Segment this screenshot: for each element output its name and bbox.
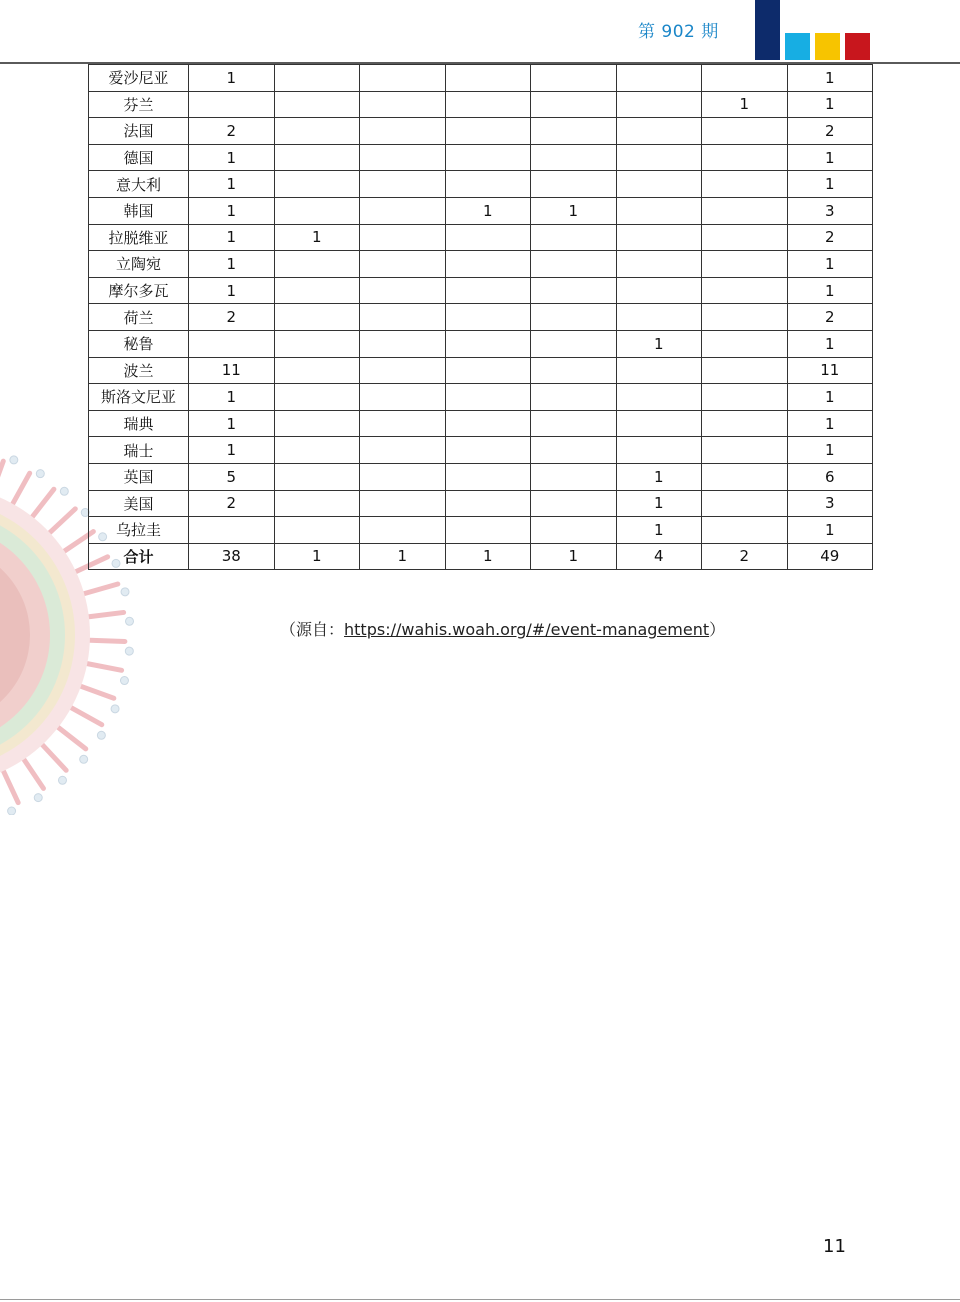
table-row (89, 171, 873, 198)
count-cell: 2 (787, 224, 873, 251)
count-cell (445, 224, 531, 251)
table-row (89, 144, 873, 171)
count-cell (274, 357, 360, 384)
count-cell: 3 (787, 490, 873, 517)
count-cell: 1 (787, 171, 873, 198)
count-cell: 2 (189, 118, 275, 145)
count-cell (274, 463, 360, 490)
count-cell: 1 (189, 65, 275, 92)
table-row (89, 437, 873, 464)
count-cell (189, 91, 275, 118)
count-cell (445, 517, 531, 544)
source-note (280, 617, 725, 640)
count-cell (274, 171, 360, 198)
country-cell: 法国 (89, 118, 189, 145)
outbreak-table (88, 64, 873, 570)
count-cell (274, 410, 360, 437)
count-cell (531, 304, 617, 331)
count-cell (360, 91, 446, 118)
count-cell (616, 197, 702, 224)
count-cell (360, 197, 446, 224)
count-cell (702, 410, 788, 437)
count-cell: 2 (189, 490, 275, 517)
count-cell: 1 (189, 224, 275, 251)
total-row (89, 543, 873, 570)
country-cell: 英国 (89, 463, 189, 490)
count-cell: 1 (189, 384, 275, 411)
source-link[interactable]: https://wahis.woah.org/#/event-management (344, 620, 710, 639)
count-cell (702, 517, 788, 544)
count-cell: 1 (787, 437, 873, 464)
country-cell: 韩国 (89, 197, 189, 224)
total-cell: 1 (531, 543, 617, 570)
count-cell: 1 (616, 330, 702, 357)
count-cell: 1 (787, 517, 873, 544)
footer-rule (0, 1299, 960, 1300)
table-row (89, 118, 873, 145)
count-cell (360, 517, 446, 544)
country-cell: 德国 (89, 144, 189, 171)
count-cell: 1 (274, 224, 360, 251)
count-cell (702, 224, 788, 251)
count-cell (274, 118, 360, 145)
country-cell: 爱沙尼亚 (89, 65, 189, 92)
table-row (89, 91, 873, 118)
total-cell: 49 (787, 543, 873, 570)
count-cell (274, 304, 360, 331)
table-row (89, 65, 873, 92)
count-cell (616, 144, 702, 171)
country-cell: 荷兰 (89, 304, 189, 331)
count-cell: 1 (189, 197, 275, 224)
count-cell: 1 (787, 384, 873, 411)
count-cell: 1 (787, 330, 873, 357)
count-cell (445, 384, 531, 411)
count-cell (702, 277, 788, 304)
count-cell (360, 118, 446, 145)
count-cell (445, 65, 531, 92)
count-cell (445, 463, 531, 490)
count-cell (274, 384, 360, 411)
count-cell (360, 437, 446, 464)
table-row (89, 490, 873, 517)
count-cell: 1 (189, 251, 275, 278)
count-cell: 5 (189, 463, 275, 490)
count-cell (702, 384, 788, 411)
count-cell (274, 65, 360, 92)
count-cell: 1 (787, 251, 873, 278)
count-cell (531, 517, 617, 544)
count-cell (702, 304, 788, 331)
count-cell (531, 437, 617, 464)
count-cell (616, 437, 702, 464)
count-cell (531, 144, 617, 171)
count-cell: 11 (787, 357, 873, 384)
count-cell: 1 (189, 277, 275, 304)
count-cell (274, 91, 360, 118)
total-cell: 4 (616, 543, 702, 570)
total-cell: 1 (274, 543, 360, 570)
count-cell (274, 144, 360, 171)
count-cell (360, 357, 446, 384)
count-cell (445, 91, 531, 118)
count-cell (531, 171, 617, 198)
count-cell (360, 251, 446, 278)
count-cell (360, 463, 446, 490)
count-cell (531, 330, 617, 357)
total-cell: 1 (360, 543, 446, 570)
count-cell (189, 517, 275, 544)
count-cell (616, 410, 702, 437)
count-cell (274, 517, 360, 544)
total-cell: 1 (445, 543, 531, 570)
count-cell (445, 490, 531, 517)
count-cell (360, 171, 446, 198)
count-cell (531, 91, 617, 118)
count-cell (360, 410, 446, 437)
table-row (89, 384, 873, 411)
page-number: 11 (823, 1236, 846, 1257)
count-cell (531, 384, 617, 411)
count-cell (531, 410, 617, 437)
count-cell (360, 224, 446, 251)
total-cell: 2 (702, 543, 788, 570)
logo-block-navy (755, 0, 780, 60)
count-cell (360, 304, 446, 331)
count-cell (702, 144, 788, 171)
count-cell: 2 (189, 304, 275, 331)
source-suffix: ） (709, 620, 726, 639)
count-cell (445, 357, 531, 384)
count-cell: 1 (189, 171, 275, 198)
country-cell: 摩尔多瓦 (89, 277, 189, 304)
count-cell (445, 437, 531, 464)
country-cell: 瑞典 (89, 410, 189, 437)
country-cell: 拉脱维亚 (89, 224, 189, 251)
count-cell (616, 277, 702, 304)
country-cell: 美国 (89, 490, 189, 517)
count-cell (445, 251, 531, 278)
count-cell (531, 490, 617, 517)
count-cell (445, 144, 531, 171)
count-cell (531, 463, 617, 490)
table-row (89, 277, 873, 304)
count-cell (702, 437, 788, 464)
count-cell: 1 (445, 197, 531, 224)
count-cell: 1 (787, 65, 873, 92)
count-cell: 1 (531, 197, 617, 224)
count-cell: 1 (702, 91, 788, 118)
count-cell (616, 224, 702, 251)
table-row (89, 357, 873, 384)
count-cell (531, 118, 617, 145)
count-cell (360, 277, 446, 304)
count-cell: 1 (616, 463, 702, 490)
table-row (89, 330, 873, 357)
count-cell (616, 118, 702, 145)
count-cell (702, 330, 788, 357)
count-cell (274, 251, 360, 278)
count-cell: 1 (616, 517, 702, 544)
source-prefix: （源自： (280, 620, 345, 639)
count-cell (531, 251, 617, 278)
table-row (89, 304, 873, 331)
logo-block-red (845, 33, 870, 60)
count-cell (445, 277, 531, 304)
count-cell (531, 357, 617, 384)
count-cell (445, 410, 531, 437)
count-cell (445, 118, 531, 145)
country-cell: 波兰 (89, 357, 189, 384)
total-label: 合计 (89, 543, 189, 570)
count-cell: 2 (787, 304, 873, 331)
count-cell (616, 304, 702, 331)
count-cell: 1 (787, 91, 873, 118)
count-cell (531, 65, 617, 92)
count-cell (702, 251, 788, 278)
count-cell: 1 (787, 277, 873, 304)
count-cell (360, 65, 446, 92)
country-cell: 芬兰 (89, 91, 189, 118)
table-row (89, 410, 873, 437)
country-cell: 斯洛文尼亚 (89, 384, 189, 411)
count-cell (360, 144, 446, 171)
count-cell (531, 277, 617, 304)
count-cell: 1 (787, 410, 873, 437)
count-cell: 1 (616, 490, 702, 517)
total-cell: 38 (189, 543, 275, 570)
count-cell (702, 490, 788, 517)
count-cell (616, 384, 702, 411)
country-cell: 乌拉圭 (89, 517, 189, 544)
country-cell: 立陶宛 (89, 251, 189, 278)
count-cell (616, 65, 702, 92)
country-cell: 秘鲁 (89, 330, 189, 357)
table-row (89, 251, 873, 278)
count-cell: 11 (189, 357, 275, 384)
count-cell (616, 357, 702, 384)
count-cell: 1 (189, 410, 275, 437)
count-cell (274, 330, 360, 357)
table-row (89, 197, 873, 224)
issue-number: 第 902 期 (638, 22, 719, 42)
table-row (89, 224, 873, 251)
count-cell (702, 197, 788, 224)
logo-block-cyan (785, 33, 810, 60)
count-cell (445, 330, 531, 357)
table-row (89, 517, 873, 544)
table-row (89, 463, 873, 490)
count-cell (360, 384, 446, 411)
count-cell (274, 437, 360, 464)
count-cell (616, 91, 702, 118)
count-cell (702, 118, 788, 145)
count-cell (274, 277, 360, 304)
count-cell: 2 (787, 118, 873, 145)
country-cell: 意大利 (89, 171, 189, 198)
count-cell (702, 65, 788, 92)
country-cell: 瑞士 (89, 437, 189, 464)
count-cell (445, 171, 531, 198)
count-cell: 1 (189, 437, 275, 464)
count-cell (274, 490, 360, 517)
count-cell (702, 171, 788, 198)
count-cell (360, 490, 446, 517)
count-cell (189, 330, 275, 357)
count-cell (702, 463, 788, 490)
count-cell (445, 304, 531, 331)
count-cell (274, 197, 360, 224)
count-cell: 1 (189, 144, 275, 171)
count-cell (531, 224, 617, 251)
count-cell (702, 357, 788, 384)
count-cell: 1 (787, 144, 873, 171)
logo-block-yellow (815, 33, 840, 60)
count-cell: 3 (787, 197, 873, 224)
count-cell (616, 171, 702, 198)
count-cell (360, 330, 446, 357)
count-cell: 6 (787, 463, 873, 490)
count-cell (616, 251, 702, 278)
